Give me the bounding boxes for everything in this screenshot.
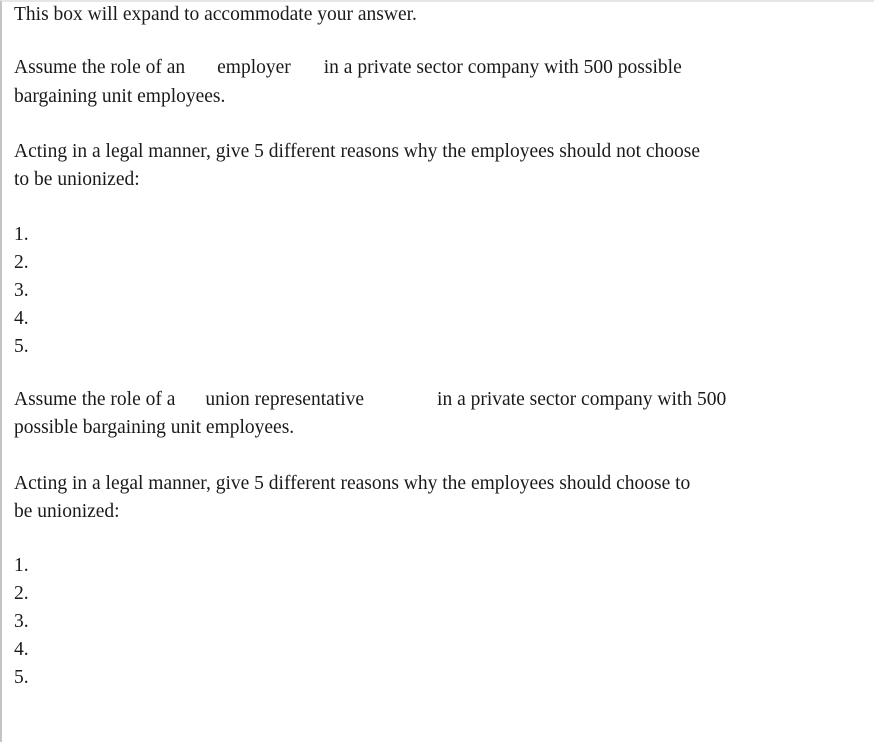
employer-question-line2: to be unionized: <box>14 169 140 190</box>
list-item[interactable]: 2. <box>14 252 29 273</box>
union-prompt-before: Assume the role of a <box>14 389 176 410</box>
employer-role-text: employer <box>217 57 291 78</box>
union-prompt-line2: possible bargaining unit employees. <box>14 417 295 438</box>
list-item[interactable]: 5. <box>14 667 29 688</box>
employer-question-line1: Acting in a legal manner, give 5 different reasons why the employees should not choose <box>14 141 701 162</box>
employer-prompt-after: in a private sector company with 500 possible <box>323 57 682 78</box>
list-item[interactable]: 4. <box>14 639 29 660</box>
list-item[interactable]: 2. <box>14 583 29 604</box>
employer-prompt-line2: bargaining unit employees. <box>14 86 226 107</box>
union-question-line1: Acting in a legal manner, give 5 different reasons why the employees should choose to <box>14 473 691 494</box>
union-question-line2: be unionized: <box>14 501 120 522</box>
list-item[interactable]: 1. <box>14 555 29 576</box>
employer-prompt-before: Assume the role of an <box>14 57 186 78</box>
union-prompt-after: in a private sector company with 500 <box>437 389 727 410</box>
list-item[interactable]: 3. <box>14 280 29 301</box>
list-item[interactable]: 3. <box>14 611 29 632</box>
employer-prompt-line1 <box>14 57 682 79</box>
expand-note: This box will expand to accommodate your answer. <box>14 4 417 25</box>
union-prompt-line1 <box>14 389 726 411</box>
list-item[interactable]: 1. <box>14 224 29 245</box>
list-item[interactable]: 4. <box>14 308 29 329</box>
union-role-text: union representative <box>205 389 365 410</box>
list-item[interactable]: 5. <box>14 336 29 357</box>
